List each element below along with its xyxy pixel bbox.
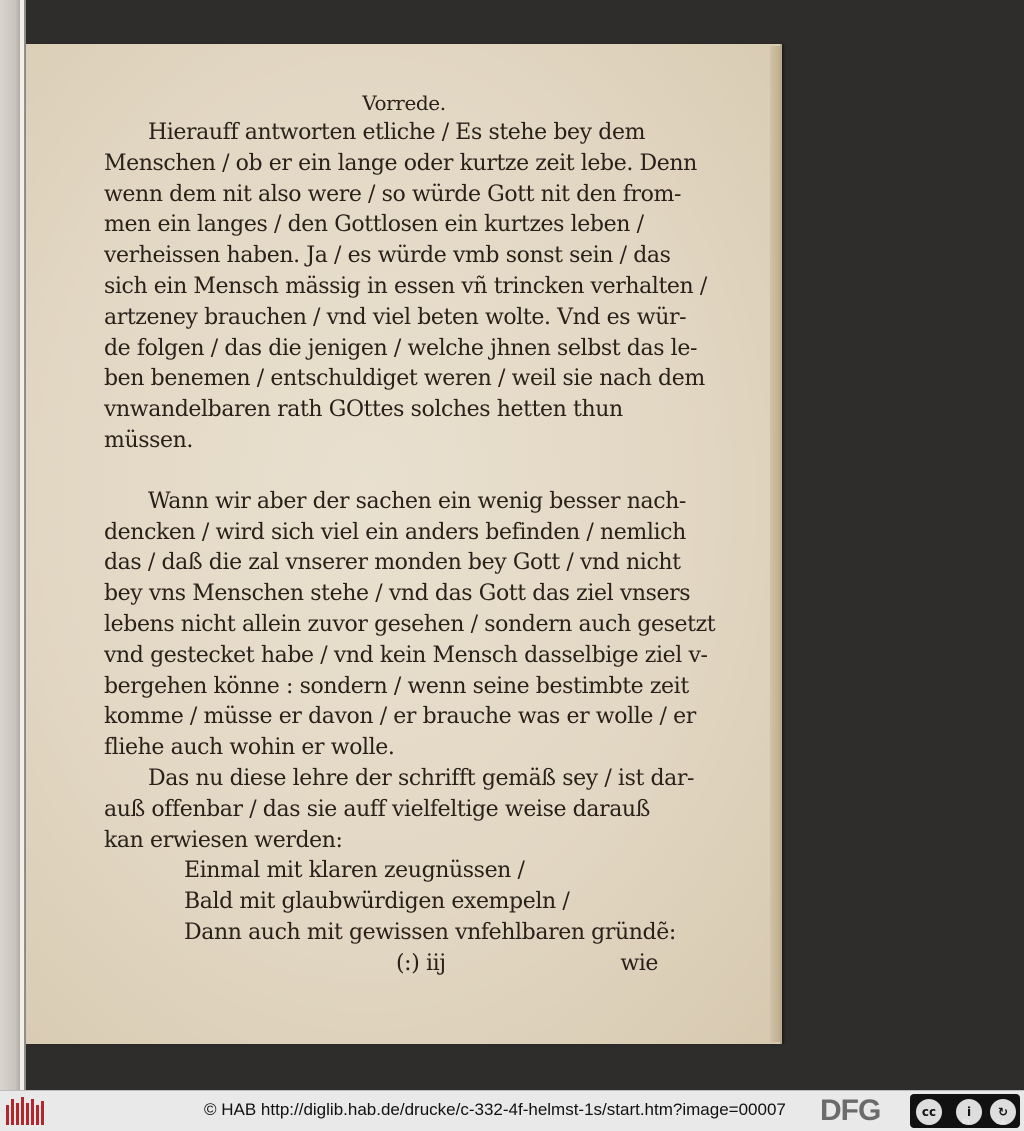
text-line: komme / müsse er davon / er brauche was er wolle / er [104, 704, 696, 730]
hab-logo-icon [6, 1097, 46, 1125]
text-line: Hierauff antworten etliche / Es stehe bey dem [148, 120, 646, 145]
page-text [104, 88, 716, 980]
paragraph-gap [104, 457, 664, 487]
page-footer [104, 949, 664, 980]
text-line: vnwandelbaren rath GOttes solches hetten thun [104, 397, 623, 423]
text-line: de folgen / das die jenigen / welche jhnen selbst das le- [104, 335, 697, 361]
license-by-label: BY [962, 1118, 971, 1126]
text-line: vnd gestecket habe / vnd kein Mensch dasselbige ziel v- [104, 642, 708, 668]
text-line: Das nu diese lehre der schrifft gemäß sey / ist dar- [148, 765, 695, 791]
attribution-bar [0, 1090, 1024, 1131]
catchword: wie [620, 950, 658, 976]
signature-mark: (:) iij [396, 950, 446, 976]
paragraph-1 [104, 118, 707, 457]
text-line: ben benemen / entschuldiget weren / weil sie nach dem [104, 366, 705, 392]
cc-license-badge[interactable] [910, 1094, 1020, 1128]
text-line: das / daß die zal vnserer monden bey Gott / vnd nicht [104, 550, 681, 576]
paragraph-2 [104, 487, 716, 764]
text-line: verheissen haben. Ja / es würde vmb sonst sein / das [104, 243, 671, 269]
copyright-link[interactable]: © HAB http://diglib.hab.de/drucke/c-332-4f-helmst-1s/start.htm?image=00007 [204, 1100, 786, 1119]
verse-line: Dann auch mit gewissen vnfehlbaren gründẽ: [184, 919, 676, 945]
share-alike-icon: ↻ [988, 1097, 1018, 1127]
text-line: bergehen könne : sondern / wenn seine bestimbte zeit [104, 673, 689, 699]
text-line: Menschen / ob er ein lange oder kurtze zeit lebe. Denn [104, 150, 697, 176]
license-sa-label: SA [996, 1118, 1006, 1126]
verse-line: Einmal mit klaren zeugnüssen / [184, 858, 525, 884]
text-line: sich ein Mensch mässig in essen vñ trincken verhalten / [104, 273, 707, 299]
cc-icon: cc [914, 1097, 944, 1127]
text-line: lebens nicht allein zuvor gesehen / sondern auch gesetzt [104, 611, 716, 637]
page-right-edge [770, 46, 780, 1042]
text-line: auß offenbar / das sie auff vielfeltige weise darauß [104, 796, 650, 822]
text-line: Wann wir aber der sachen ein wenig besser nach- [148, 488, 686, 514]
text-line: wenn dem nit also were / so würde Gott nit den from- [104, 181, 681, 207]
text-line: fliehe auch wohin er wolle. [104, 735, 395, 761]
verse-line: Bald mit glaubwürdigen exempeln / [184, 889, 570, 915]
previous-page-paper-edge [20, 0, 24, 1090]
text-line: bey vns Menschen stehe / vnd das Gott das ziel vnsers [104, 581, 691, 607]
text-line: müssen. [104, 427, 193, 453]
dfg-logo: DFG [820, 1094, 881, 1127]
text-line: kan erwiesen werden: [104, 827, 343, 853]
text-line: men ein langes / den Gottlosen ein kurtzes leben / [104, 212, 644, 238]
verse-list [104, 856, 676, 948]
text-line: artzeney brauchen / vnd viel beten wolte. Vnd es wür- [104, 304, 687, 330]
running-header: Vorrede. [362, 91, 446, 115]
attribution-icon: i [954, 1097, 984, 1127]
text-line: dencken / wird sich viel ein anders befinden / nemlich [104, 519, 686, 545]
paragraph-3 [104, 764, 695, 856]
